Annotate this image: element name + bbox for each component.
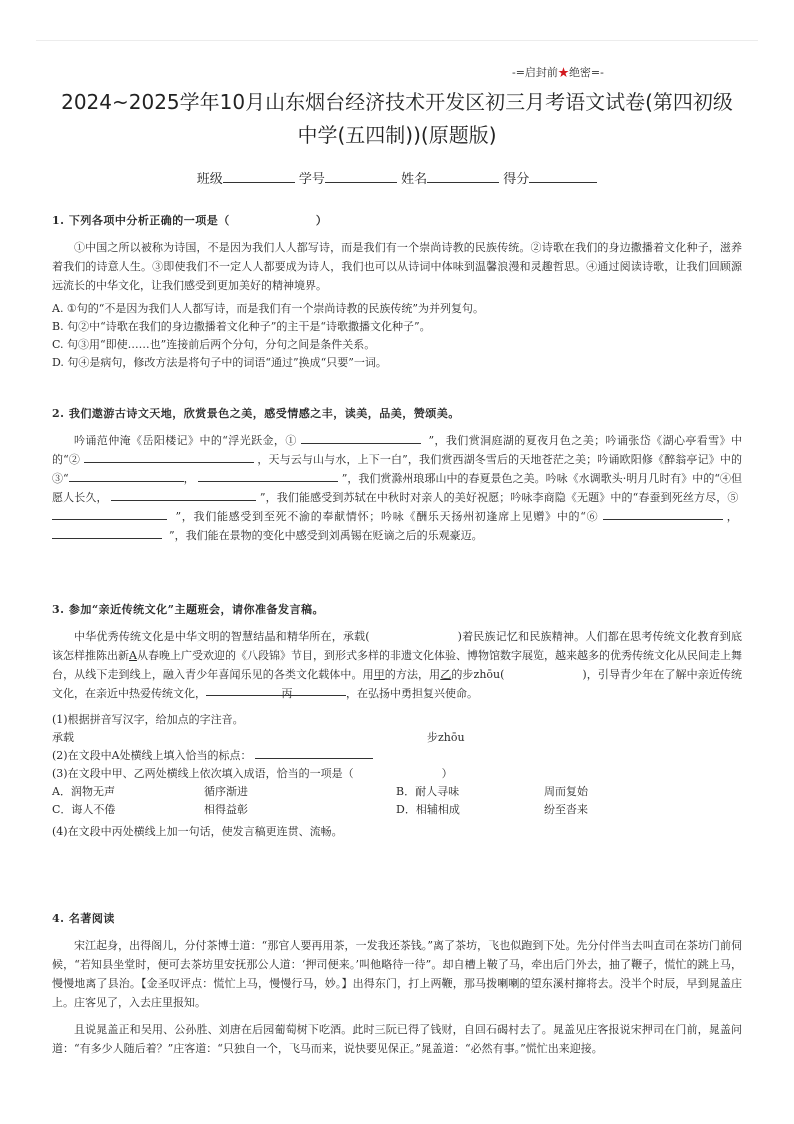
option-a[interactable]: A. ①句的“不是因为我们人人都写诗，而是我们有一个崇尚诗教的民族传统”为并列复句。	[52, 302, 485, 315]
question-2-title: 2. 我们遨游古诗文天地，欣赏景色之美，感受情感之丰，读美，品美，赞颂美。	[52, 407, 460, 420]
question-1-passage: ①中国之所以被称为诗国，不是因为我们人人都写诗，而是我们有一个崇尚诗教的民族传统。②诗歌在我们的身边撒播着文化种子，滋养着我们的诗意人生。③即使我们不一定人人都要成为诗人，我们也可以从诗词中体味到温馨浪漫和灵趣哲思。④通过阅读诗歌，让我们回顾源远流长的中华文化，让我们感受到更加美好的精神境界。	[52, 241, 742, 292]
student-id-label: 学号	[298, 172, 325, 187]
sub-question-1-fields	[52, 729, 742, 747]
sub-question-2: (2)在文段中A处横线上填入恰当的标点：	[52, 747, 742, 765]
option-d[interactable]: D．相辅相成	[396, 803, 460, 816]
blank-1[interactable]	[301, 432, 421, 444]
question-3-passage: 中华优秀传统文化是中华文明的智慧结晶和精华所在，承载( )着民族记忆和民族精神。人们都在思考传统文化教育到底该怎样推陈出新A从春晚上广受欢迎的《八段锦》节目，到形式多样的非遗文化体验、博物馆数字展览，越来越多的优秀传统文化从民间走上舞台，从线下走到线上，融入青少年喜闻乐见的各类文化载体中。用甲的方法，用乙的步zhōu( )，引导青少年在了解中亲近传统文化，在亲近中热爱传统文化， 丙 ，在弘扬中勇担复兴使命。	[52, 630, 743, 700]
option-a-second: 循序渐进	[204, 785, 248, 798]
sub-question-3: (3)在文段中甲、乙两处横线上依次填入成语，恰当的一项是（ ）	[52, 767, 453, 780]
blank-3a[interactable]	[69, 470, 184, 482]
name-field[interactable]	[427, 168, 499, 183]
blank-5[interactable]	[52, 508, 167, 520]
option-d-second: 纷至沓来	[544, 803, 588, 816]
sub-question-1: (1)根据拼音写汉字，给加点的字注音。	[52, 713, 244, 726]
mark-a: A	[129, 649, 137, 662]
blank-6b[interactable]	[52, 527, 162, 539]
question-4	[52, 910, 742, 1058]
blank-bing[interactable]: 丙	[206, 684, 346, 696]
option-b[interactable]: B．耐人寻味	[396, 785, 460, 798]
question-3	[52, 601, 742, 841]
punctuation-answer[interactable]	[255, 747, 373, 759]
star-icon: ★	[557, 66, 569, 79]
exam-title	[0, 86, 794, 152]
class-field[interactable]	[223, 168, 295, 183]
page-top-rule	[36, 40, 758, 41]
option-d[interactable]: D. 句④是病句，修改方法是将句子中的词语“通过”换成“只要”一词。	[52, 356, 387, 369]
question-3-title: 3. 参加“亲近传统文化”主题班会，请你准备发言稿。	[52, 603, 324, 616]
option-a[interactable]: A．润物无声	[52, 785, 115, 798]
blank-4[interactable]	[111, 489, 256, 501]
score-label: 得分	[503, 172, 530, 187]
sub-question-3-options-row1	[52, 783, 742, 801]
student-id-field[interactable]	[325, 168, 397, 183]
name-label: 姓名	[401, 172, 428, 187]
question-4-passage-2: 且说晁盖正和吴用、公孙胜、刘唐在后园葡萄树下吃酒。此时三阮已得了钱财，自回石碣村去了。晁盖见庄客报说宋押司在门前，晁盖问道：“有多少人随后着？”庄客道：“只独自一个，飞马而来，说快要见保正。”晁盖道：“必然有事。”慌忙出来迎接。	[52, 1023, 742, 1055]
blank-2[interactable]	[84, 451, 254, 463]
option-b-second: 周而复始	[544, 785, 588, 798]
question-2-passage: 吟诵范仲淹《岳阳楼记》中的“浮光跃金，① ”，我们赏洞庭湖的夏夜月色之美；吟诵张岱《湖心亭看雪》中的“② ，天与云与山与水，上下一白”，我们赏西湖冬雪后的天地苍茫之美；吟诵欧阳修《醉翁亭记》中的③“ ， ”，我们赏滁州琅琊山中的春夏景色之美。吟咏《水调歌头·明月几时有》中的“④但愿人长久， ”，我们能感受到苏轼在中秋时对亲人的美好祝愿；吟咏李商隐《无题》中的“春蚕到死丝方尽，⑤ ”，我们能感受到至死不渝的奉献情怀；吟咏《酬乐天扬州初逢席上见赠》中的“⑥ ， ”，我们能在景物的变化中感受到刘禹锡在贬谪之后的乐观豪迈。	[52, 434, 743, 542]
mark-jia: 甲	[373, 668, 385, 681]
confidential-mark: -=启封前★绝密=-	[512, 66, 604, 79]
score-field[interactable]	[529, 168, 597, 183]
class-label: 班级	[196, 172, 223, 187]
chengzai-label: 承载	[52, 731, 74, 744]
option-c[interactable]: C．诲人不倦	[52, 803, 116, 816]
option-c[interactable]: C. 句③用“即使……也”连接前后两个分句，分句之间是条件关系。	[52, 338, 376, 351]
question-1	[52, 212, 742, 372]
option-b[interactable]: B. 句②中“诗歌在我们的身边撒播着文化种子”的主干是“诗歌撒播文化种子”。	[52, 320, 431, 333]
blank-3b[interactable]	[198, 470, 338, 482]
mark-yi: 乙	[440, 668, 452, 681]
blank-6a[interactable]	[603, 508, 723, 520]
sub-question-3-options-row2	[52, 801, 742, 819]
question-2	[52, 405, 742, 545]
sub-question-4: (4)在文段中丙处横线上加一句话，使发言稿更连贯、流畅。	[52, 825, 343, 838]
question-4-passage-1: 宋江起身，出得阁儿，分付茶博士道：“那官人要再用茶，一发我还茶钱。”离了茶坊，飞也似跑到下处。先分付伴当去叫直司在茶坊门前伺候，“若知县坐堂时，便可去茶坊里安抚那公人道：‘押司便来。’叫他略待一待”。却自槽上鞁了马，牵出后门外去，抽了鞭子，慌忙的跳上马，慢慢地离了县治。【金圣叹评点：慌忙上马，慢慢行马，妙。】出得东门，打上两鞭，那马拨喇喇的望东溪村撺将去。没半个时辰，早到晁盖庄上。庄客见了，入去庄里报知。	[52, 939, 742, 1009]
question-4-title: 4. 名著阅读	[52, 912, 115, 925]
question-1-title: 1. 下列各项中分析正确的一项是（ ）	[52, 214, 328, 227]
exam-title-line2: 中学(五四制))(原题版)	[297, 123, 497, 147]
exam-title-line1: 2024~2025学年10月山东烟台经济技术开发区初三月考语文试卷(第四初级	[61, 90, 733, 114]
buzhou-label: 步zhōu	[427, 731, 465, 744]
option-c-second: 相得益彰	[204, 803, 248, 816]
student-info-row	[0, 168, 794, 187]
